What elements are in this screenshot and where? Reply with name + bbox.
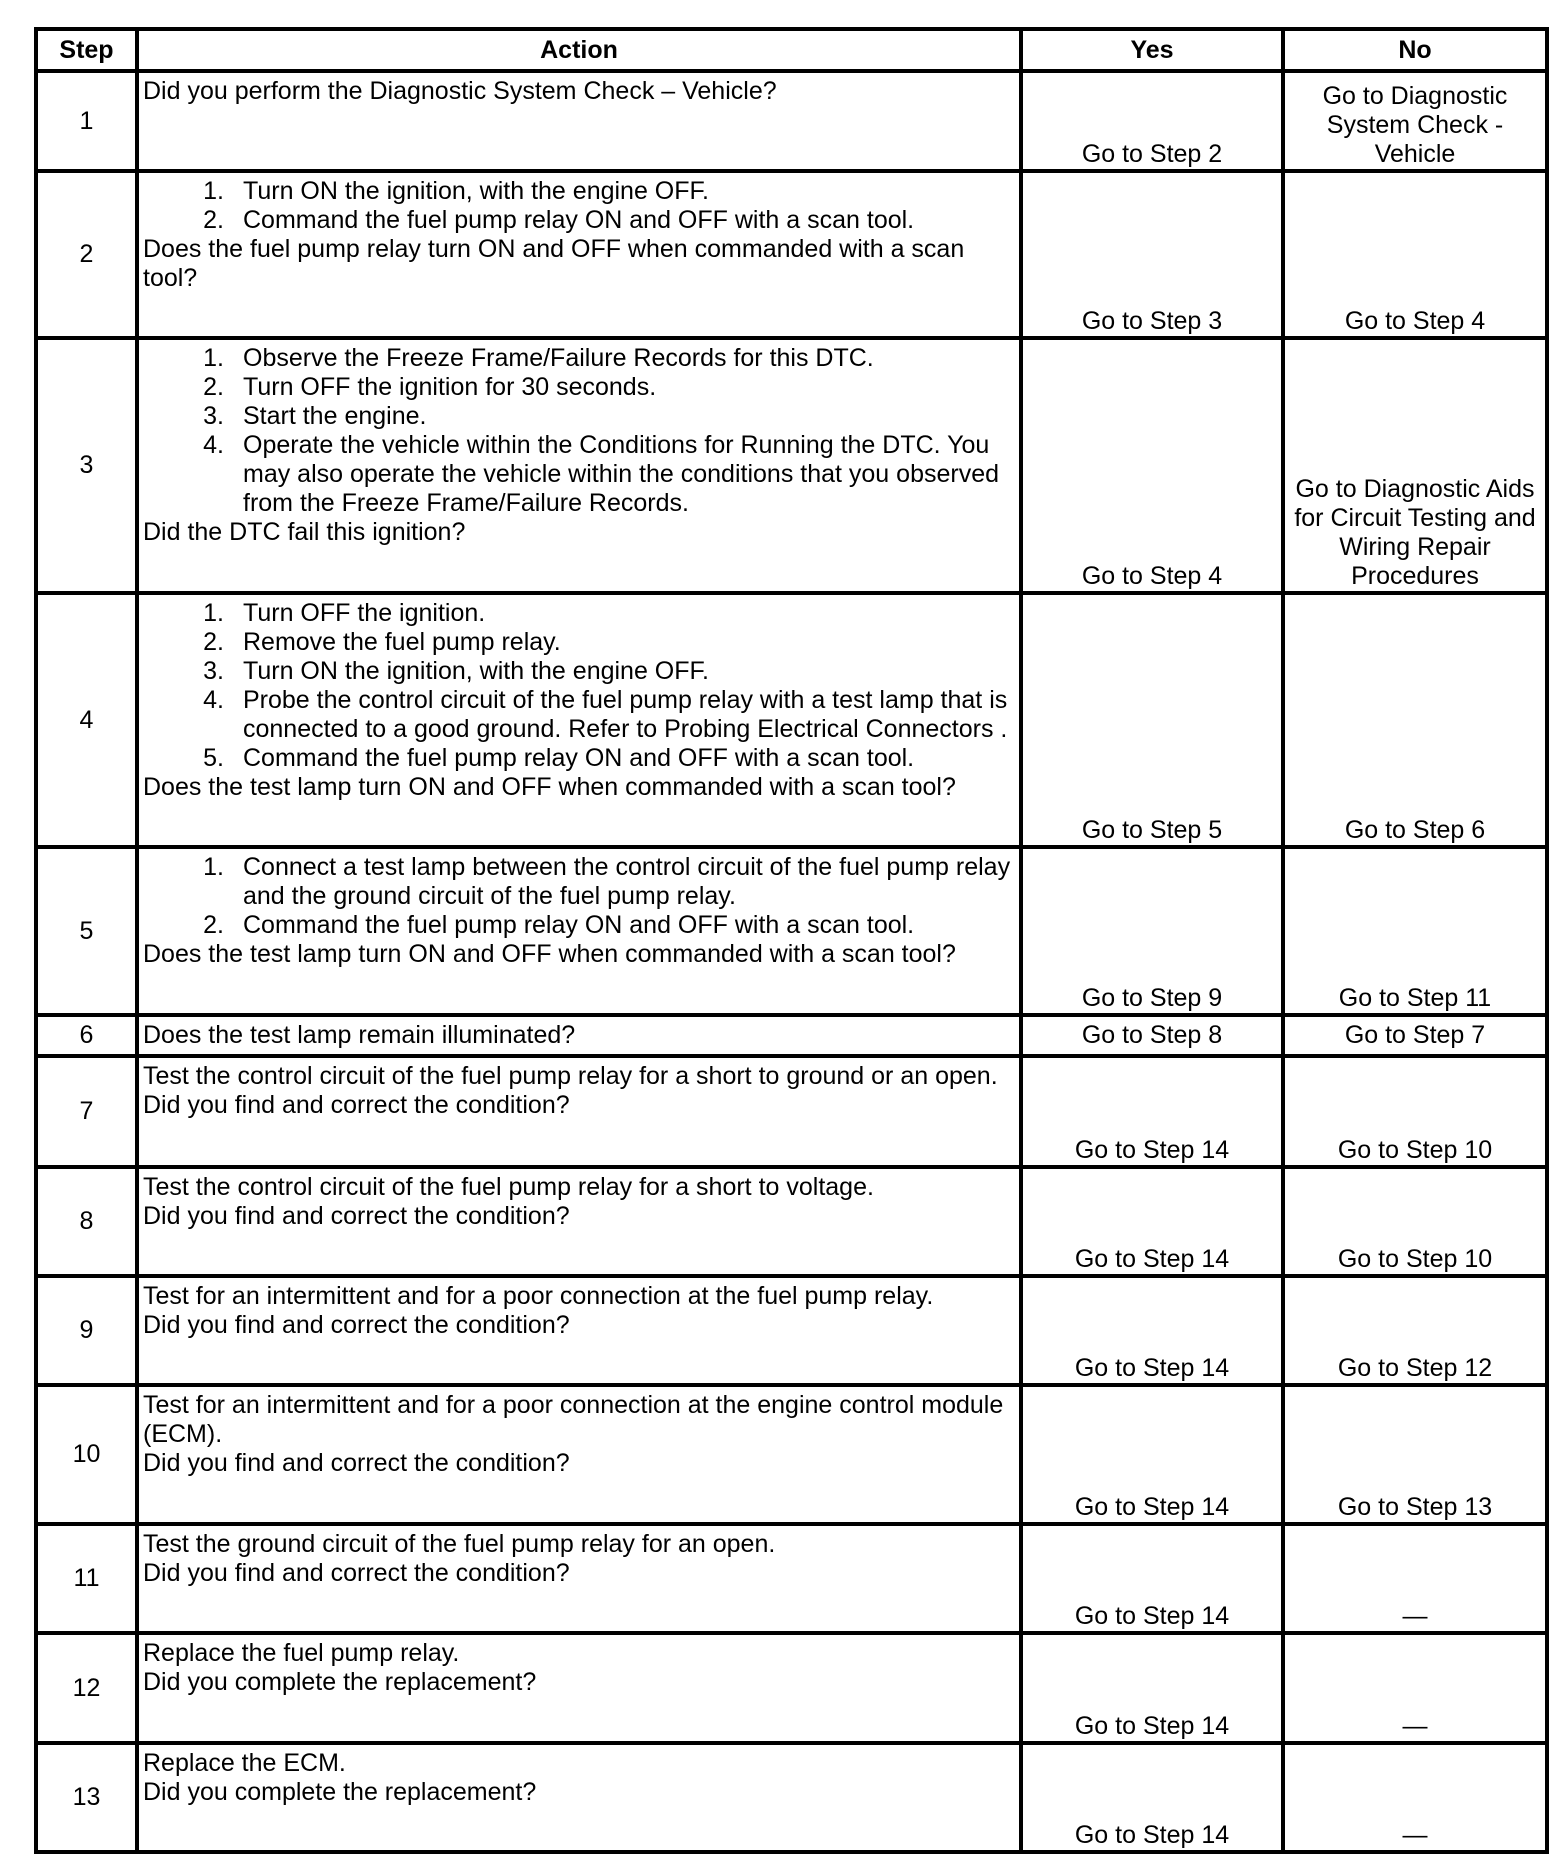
question-text: Does the test lamp turn ON and OFF when commanded with a scan tool?	[143, 773, 956, 801]
action-text: Test for an intermittent and for a poor connection at the fuel pump relay.	[143, 1282, 934, 1310]
list-item: 2. Remove the fuel pump relay.	[203, 628, 561, 656]
no-cell: Go to Diagnostic Aids for Circuit Testing and Wiring Repair Procedures	[1283, 338, 1547, 593]
no-cell: Go to Step 7	[1283, 1015, 1547, 1056]
header-row	[36, 29, 1547, 71]
action-cell	[137, 1633, 1021, 1743]
header-yes: Yes	[1021, 29, 1283, 71]
step-number: 13	[36, 1743, 137, 1852]
question-text: Does the fuel pump relay turn ON and OFF when commanded with a scan tool?	[143, 235, 965, 292]
action-cell	[137, 593, 1021, 847]
action-text: Does the test lamp remain illuminated?	[143, 1021, 576, 1049]
action-text: Test the control circuit of the fuel pump relay for a short to ground or an open.	[143, 1062, 998, 1090]
step-number: 3	[36, 338, 137, 593]
yes-cell: Go to Step 8	[1021, 1015, 1283, 1056]
action-text: Did you perform the Diagnostic System Check – Vehicle?	[143, 77, 777, 105]
question-text: Did you complete the replacement?	[143, 1778, 537, 1806]
step-number: 8	[36, 1167, 137, 1276]
list-item: 2. Command the fuel pump relay ON and OFF with a scan tool.	[203, 206, 915, 234]
no-cell: Go to Step 11	[1283, 847, 1547, 1015]
step-number: 9	[36, 1276, 137, 1385]
instruction-list	[143, 853, 1015, 940]
table-row	[36, 1167, 1547, 1276]
table-row	[36, 1633, 1547, 1743]
table-row	[36, 71, 1547, 171]
action-cell	[137, 1524, 1021, 1633]
table-row	[36, 1015, 1547, 1056]
table-row	[36, 338, 1547, 593]
action-cell	[137, 71, 1021, 171]
question-text: Did you find and correct the condition?	[143, 1202, 570, 1230]
table-row	[36, 1524, 1547, 1633]
yes-cell: Go to Step 14	[1021, 1056, 1283, 1167]
question-text: Did you complete the replacement?	[143, 1668, 537, 1696]
action-text: Test for an intermittent and for a poor connection at the engine control module (ECM).	[143, 1391, 1004, 1448]
yes-cell: Go to Step 14	[1021, 1167, 1283, 1276]
no-cell: Go to Step 4	[1283, 171, 1547, 338]
instruction-list	[143, 599, 1015, 773]
list-item: 4. Probe the control circuit of the fuel pump relay with a test lamp that is connected to a good ground. Refer to Probing Electrical Connectors .	[203, 686, 1008, 743]
step-number: 11	[36, 1524, 137, 1633]
action-cell	[137, 1743, 1021, 1852]
action-cell	[137, 1167, 1021, 1276]
step-number: 1	[36, 71, 137, 171]
question-text: Did you find and correct the condition?	[143, 1559, 570, 1587]
list-item: 1. Turn OFF the ignition.	[203, 599, 486, 627]
list-item: 2. Turn OFF the ignition for 30 seconds.	[203, 373, 657, 401]
table-row	[36, 593, 1547, 847]
no-cell: —	[1283, 1633, 1547, 1743]
table-row	[36, 171, 1547, 338]
table-row	[36, 1385, 1547, 1524]
question-text: Did you find and correct the condition?	[143, 1311, 570, 1339]
action-text: Test the control circuit of the fuel pump relay for a short to voltage.	[143, 1173, 874, 1201]
list-item: 1. Connect a test lamp between the control circuit of the fuel pump relay and the ground circuit of the fuel pump relay.	[203, 853, 1011, 910]
no-cell: Go to Step 13	[1283, 1385, 1547, 1524]
step-number: 10	[36, 1385, 137, 1524]
yes-cell: Go to Step 9	[1021, 847, 1283, 1015]
yes-cell: Go to Step 4	[1021, 338, 1283, 593]
list-item: 1. Observe the Freeze Frame/Failure Records for this DTC.	[203, 344, 874, 372]
yes-cell: Go to Step 14	[1021, 1276, 1283, 1385]
yes-cell: Go to Step 14	[1021, 1524, 1283, 1633]
header-action: Action	[137, 29, 1021, 71]
no-cell: Go to Diagnostic System Check - Vehicle	[1283, 71, 1547, 171]
step-number: 7	[36, 1056, 137, 1167]
instruction-list	[143, 177, 1015, 235]
step-number: 4	[36, 593, 137, 847]
diagnostic-table	[34, 27, 1549, 1854]
no-cell: Go to Step 10	[1283, 1167, 1547, 1276]
question-text: Did you find and correct the condition?	[143, 1449, 570, 1477]
action-text: Replace the fuel pump relay.	[143, 1639, 460, 1667]
list-item: 3. Start the engine.	[203, 402, 427, 430]
instruction-list	[143, 344, 1015, 518]
header-no: No	[1283, 29, 1547, 71]
step-number: 6	[36, 1015, 137, 1056]
action-cell	[137, 1385, 1021, 1524]
table-row	[36, 847, 1547, 1015]
action-cell	[137, 1056, 1021, 1167]
yes-cell: Go to Step 14	[1021, 1743, 1283, 1852]
table-row	[36, 1276, 1547, 1385]
yes-cell: Go to Step 5	[1021, 593, 1283, 847]
no-cell: —	[1283, 1743, 1547, 1852]
header-step: Step	[36, 29, 137, 71]
question-text: Did you find and correct the condition?	[143, 1091, 570, 1119]
action-cell	[137, 847, 1021, 1015]
no-cell: Go to Step 10	[1283, 1056, 1547, 1167]
yes-cell: Go to Step 14	[1021, 1633, 1283, 1743]
list-item: 2. Command the fuel pump relay ON and OFF with a scan tool.	[203, 911, 915, 939]
action-cell	[137, 1276, 1021, 1385]
table-row	[36, 1056, 1547, 1167]
no-cell: Go to Step 12	[1283, 1276, 1547, 1385]
yes-cell: Go to Step 14	[1021, 1385, 1283, 1524]
no-cell: —	[1283, 1524, 1547, 1633]
action-cell	[137, 1015, 1021, 1056]
step-number: 12	[36, 1633, 137, 1743]
no-cell: Go to Step 6	[1283, 593, 1547, 847]
action-cell	[137, 338, 1021, 593]
list-item: 1. Turn ON the ignition, with the engine OFF.	[203, 177, 709, 205]
list-item: 4. Operate the vehicle within the Conditions for Running the DTC. You may also operate the vehicle within the conditions that you observed from the Freeze Frame/Failure Records.	[203, 431, 1000, 517]
question-text: Does the test lamp turn ON and OFF when commanded with a scan tool?	[143, 940, 956, 968]
list-item: 5. Command the fuel pump relay ON and OFF with a scan tool.	[203, 744, 915, 772]
action-text: Replace the ECM.	[143, 1749, 346, 1777]
action-text: Test the ground circuit of the fuel pump relay for an open.	[143, 1530, 776, 1558]
table-row	[36, 1743, 1547, 1852]
step-number: 5	[36, 847, 137, 1015]
step-number: 2	[36, 171, 137, 338]
yes-cell: Go to Step 3	[1021, 171, 1283, 338]
yes-cell: Go to Step 2	[1021, 71, 1283, 171]
action-cell	[137, 171, 1021, 338]
question-text: Did the DTC fail this ignition?	[143, 518, 466, 546]
list-item: 3. Turn ON the ignition, with the engine OFF.	[203, 657, 709, 685]
